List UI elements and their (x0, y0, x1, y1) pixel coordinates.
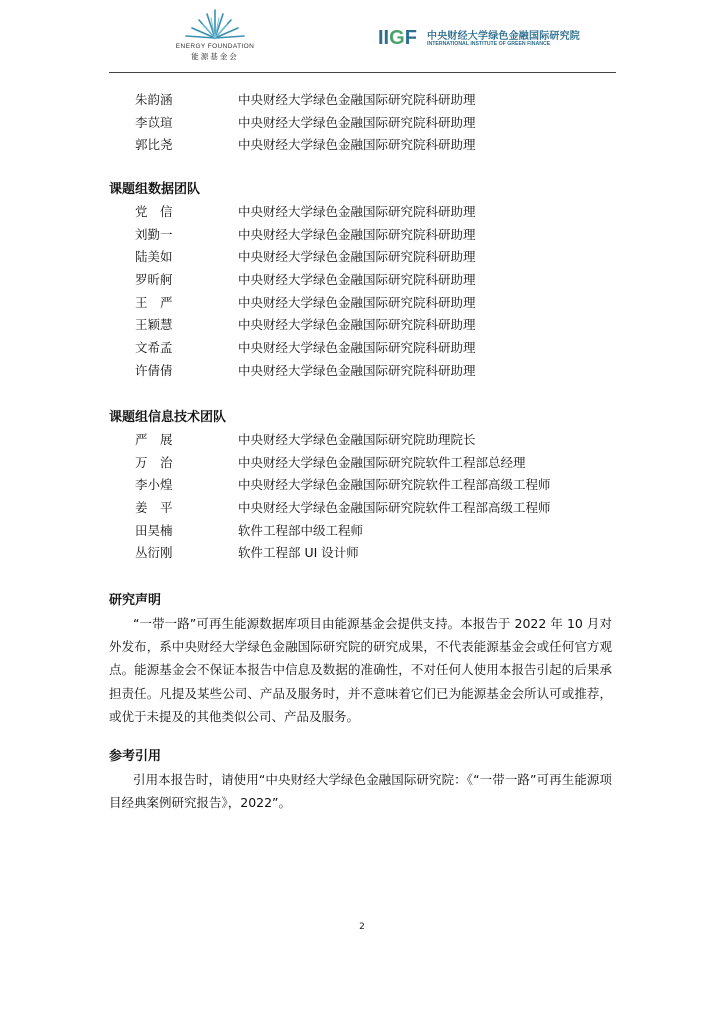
statement-section (109, 590, 612, 728)
list-item: 万 治 中央财经大学绿色金融国际研究院软件工程部总经理 (135, 454, 526, 470)
section-heading: 课题组信息技术团队 (109, 410, 227, 425)
list-item: 罗昕舸 中央财经大学绿色金融国际研究院科研助理 (135, 272, 476, 288)
ef-name-en: ENERGY FOUNDATION (175, 43, 255, 50)
iigf-logo (378, 26, 578, 52)
it-team-section (109, 407, 619, 565)
data-team-section (109, 179, 619, 383)
list-item: 陆美如 中央财经大学绿色金融国际研究院科研助理 (135, 249, 476, 265)
iigf-name-cn: 中央财经大学绿色金融国际研究院 (427, 31, 580, 42)
list-item: 田昊楠 软件工程部中级工程师 (135, 522, 364, 538)
statement-paragraph: “一带一路”可再生能源数据库项目由能源基金会提供支持。本报告于 2022 年 10 月对外发布，系中央财经大学绿色金融国际研究院的研究成果，不代表能源基金会或任何官方观点。能源基金会不保证本报告中信息及数据的准确性，不对任何人使用本报告引起的后果承担责任。凡提及某些公司、产品及服务时，并不意味着它们已为能源基金会所认可或推荐，或优于未提及的其他类似公司、产品及服务。 (109, 616, 612, 724)
list-item: 李苡瑄 中央财经大学绿色金融国际研究院科研助理 (135, 114, 476, 130)
page-number: 2 (359, 922, 365, 932)
list-item: 王 严 中央财经大学绿色金融国际研究院科研助理 (135, 294, 476, 310)
section-heading: 参考引用 (109, 749, 162, 764)
energy-foundation-logo (160, 8, 270, 68)
list-item: 丛衍刚 软件工程部 UI 设计师 (135, 545, 359, 561)
ef-name-cn: 能源基金会 (191, 52, 239, 61)
list-item: 朱韵涵 中央财经大学绿色金融国际研究院科研助理 (135, 92, 476, 107)
iigf-mark: IIGF (378, 27, 417, 49)
section-heading: 课题组数据团队 (109, 182, 201, 197)
list-item: 严 展 中央财经大学绿色金融国际研究院助理院长 (135, 432, 476, 447)
list-item: 郭比尧 中央财经大学绿色金融国际研究院科研助理 (135, 137, 476, 153)
list-item: 许倩倩 中央财经大学绿色金融国际研究院科研助理 (135, 362, 476, 378)
citation-paragraph: 引用本报告时，请使用“中央财经大学绿色金融国际研究院：《“一带一路”可再生能源项目经典案例研究报告》，2022”。 (109, 772, 612, 811)
citation-section (109, 746, 612, 814)
header-divider (109, 72, 616, 73)
list-item: 姜 平 中央财经大学绿色金融国际研究院软件工程部高级工程师 (135, 500, 551, 516)
list-item: 文希孟 中央财经大学绿色金融国际研究院科研助理 (135, 340, 476, 356)
page-header (0, 0, 724, 76)
list-item: 党 信 中央财经大学绿色金融国际研究院科研助理 (135, 204, 476, 219)
list-item: 李小煌 中央财经大学绿色金融国际研究院软件工程部高级工程师 (135, 477, 551, 493)
sunburst-icon (180, 8, 250, 42)
list-item: 刘勤一 中央财经大学绿色金融国际研究院科研助理 (135, 226, 476, 242)
member-list-continued (109, 89, 619, 157)
section-heading: 研究声明 (109, 593, 162, 608)
iigf-name-en: INTERNATIONAL INSTITUTE OF GREEN FINANCE (427, 41, 551, 47)
list-item: 王颖慧 中央财经大学绿色金融国际研究院科研助理 (135, 317, 476, 333)
